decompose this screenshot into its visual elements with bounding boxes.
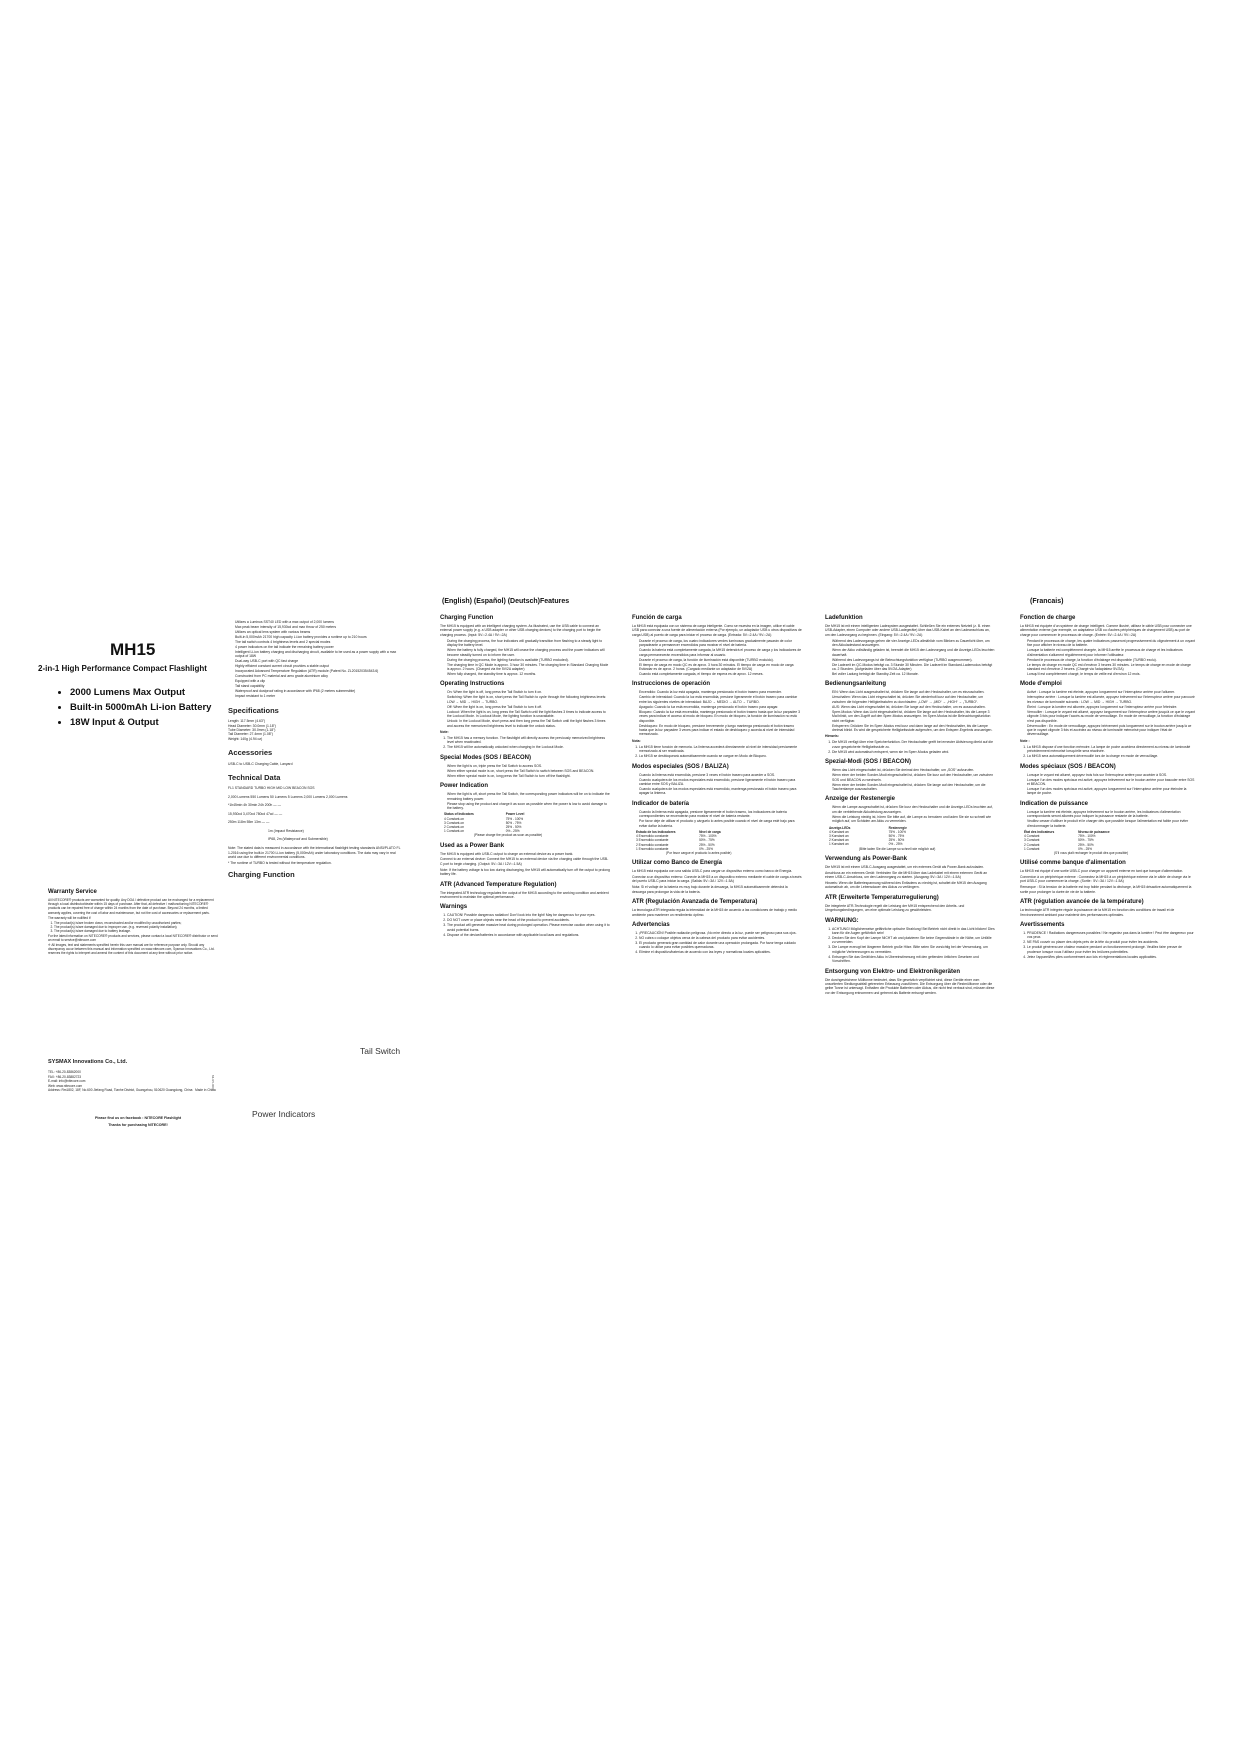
section-title: Modos especiales (SOS / BALIZA)	[632, 763, 729, 770]
feature-item: • Impact resistant to 1 meter	[235, 694, 403, 698]
section-title: Power Indication	[440, 783, 489, 790]
table-cell: 1 Encendido constante	[636, 846, 669, 851]
list-item: • Lorsque la lumière est éteinte, appuyez brièvement sur le bouton arrière, les indicateurs d'alimentation correspondants seront allumés pour indiquer la puissance restante de la batterie.	[1027, 810, 1195, 819]
table-cell: 0% - 25%	[1078, 846, 1092, 851]
list-item: • Cambio de intensidad: Cuando la luz está encendida, presione ligeramente el botón trasero para cambiar entre los siguientes niveles de intensidad: BAJO → MEDIO → ALTO → TURBO.	[639, 695, 802, 704]
section-title: Bedienungsanleitung	[825, 681, 887, 688]
list-item: • Cuando cualquiera de los modos especiales está encendido, presione ligeramente el botón trasero para cambiar entre SOS y BALIZA.	[639, 778, 802, 787]
cover-title: MH15	[110, 640, 156, 659]
table-cell: 3 Constant-on	[444, 820, 465, 825]
warranty-text: For the latest information on NITECORE® products and services, please contact a local NITECORE® distributor or send an email to service@nitecore.com	[48, 933, 218, 942]
accessories-text: USB-C to USB-C Charging Cable, Lanyard	[228, 761, 293, 766]
table-cell: 3 Constant	[1024, 838, 1040, 843]
list-item: • Off: When the light is on, long press the Tail Switch to turn it off.	[447, 705, 610, 709]
paragraph: Anschluss an ein externes Gerät: Verbinden Sie die MH15 über das Ladekabel mit einem externen Gerät an einem USB-C-Anschluss, um den Ladevorgang zu starten. (Ausgang: 5V⎓3A / 12V⎓1.5A)	[825, 870, 988, 880]
tech-row: 2,000 Lumens 550 Lumens 50 Lumens 5 Lumens 2,000 Lumens 2,000 Lumens	[228, 794, 348, 799]
spec-title: Specifications	[228, 705, 279, 715]
table-cell: 2 Constant-on	[444, 824, 465, 829]
table-cell: 2 Encendido constante	[636, 842, 669, 847]
table-cell: 25% - 50%	[1078, 842, 1094, 847]
list-item: 2. La MH15 sera automatiquement déverrouillé lors de la charge en mode de verrouillage.	[1027, 754, 1195, 758]
section-title: ATR (Erweiterte Temperaturregulierung)	[825, 894, 939, 901]
table-cell: 4 Encendido constante	[636, 834, 669, 839]
note-title: Hinweis:	[825, 734, 839, 739]
list-item: 1. La MH15 tiene función de memoria. La linterna accederá directamente al nivel de intensidad previamente memorizado al ser reactivada.	[639, 745, 802, 754]
spec-line: Head Diameter: 30.0mm (1.18")	[228, 723, 276, 728]
table-foot: (S'il vous plaît recharger le produit dès que possible)	[1054, 850, 1129, 855]
power-table	[1024, 830, 1134, 855]
table-foot: (Por favor cargue el producto lo antes posible)	[666, 850, 732, 855]
table-cell: 50% - 75%	[888, 833, 905, 838]
feature-item: • Constructed from PC material and aero grade aluminium alloy	[235, 674, 403, 678]
list-item: • Wenn die Leistung niedrig ist, hören Sie bitte auf, die Lampe zu benutzen und laden Sie sie so schnell wie möglich auf, um Schäden am Akku zu vermeiden.	[832, 815, 995, 824]
feature-item: • Max peak beam intensity of 15,930cd and max throw of 250 meters	[235, 625, 403, 629]
english-column	[440, 610, 610, 939]
facebook-note	[48, 1115, 228, 1129]
company-line: TEL: +86-20-83862000	[48, 1070, 81, 1075]
table-cell: 75% - 100%	[699, 834, 717, 839]
warranty-text: All NITECORE® products are warranted for quality. Any DOA / defective product can be exchanged for a replacement through a local distributor/dealer within 15 days of purchase. After that, all defective / malfunctioning NITECORE® products can be repaired free of charge within 24 months from the date of purchase. Beyond 24 months, a limited warranty applies, covering the cost of labor and maintenance, but not the cost of accessories or replacement parts.	[48, 898, 214, 915]
list-item: • Déverrouiller : En mode de verrouillage, appuyez brièvement puis longuement sur le bouton arrière jusqu'à ce que le voyant clignote 3 fois et accédez au niveau de luminosité mémorisé pour indiquer l'état de déverrouillage.	[1027, 724, 1195, 737]
list-item: • Éteint : Lorsque la lumière est allumée, appuyez longuement sur l'interrupteur arrière pour l'éteindre.	[1027, 705, 1195, 709]
power-table	[636, 830, 737, 855]
list-item: • When fully charged, the standby time is approx. 12 months.	[447, 672, 610, 676]
feature-list	[228, 620, 403, 699]
list-item: 1. PRUDENCE ! Radiations dangereuses possibles ! Ne regardez pas dans la lumière ! Peut être dangereux pour vos yeux.	[1027, 931, 1195, 940]
table-cell: 50% - 75%	[505, 820, 522, 825]
list-item: • Switching: When the light is on, short press the Tail Switch to cycle through the following brightness levels: LOW → MID → HIGH → TURBO.	[447, 695, 610, 704]
list-item: • Interrupteur arrière : Lorsque la lumière est allumée, appuyez brièvement sur l'interrupteur arrière pour parcourir les niveaux de luminosité suivants : LOW → MID → HIGH → TURBO.	[1027, 695, 1195, 704]
section-title: Special Modes (SOS / BEACON)	[440, 754, 532, 761]
tech-head: FL1 STANDARD TURBO HIGH MID LOW BEACON SOS	[228, 786, 315, 791]
warranty-item: 1. The product(s) is/are broken down, reconstructed and/or modified by unauthorized parties;	[54, 921, 218, 925]
list-item: • The charging time in QC Mode is approx. 3 hour 30 minutes. The charging time in Standard Charging Mode is approx. 2 hours. (Charged via the 5V/2A adapter)	[447, 663, 610, 672]
language-header: (Francais)	[1030, 598, 1064, 605]
paragraph: Remarque : Si la tension de la batterie est trop faible pendant la décharge, la MH15 désactive automatiquement la sortie pour prolonger la durée de vie de la batterie.	[1020, 885, 1192, 894]
section-title: Operating Instructions	[440, 681, 505, 688]
spec-line: Weight: 140g (4.94 oz)	[228, 736, 263, 741]
section-title: Fonction de charge	[1020, 615, 1076, 621]
table-foot: (Please charge the product as soon as possible)	[474, 833, 543, 838]
list-item: • Encendido: Cuando la luz está apagada, mantenga presionado el botón trasero para encender.	[639, 690, 802, 694]
feature-item: • Waterproof and dustproof rating in accordance with IP68 (2 meters submersible)	[235, 689, 403, 693]
section-title: Indicador de batería	[632, 800, 690, 807]
table-header: Nivel de carga	[699, 829, 721, 834]
section-title: WARNUNG:	[825, 917, 859, 924]
list-item: • Durante el proceso de carga, los cuatro indicadores verdes luminosos gradualmente pasarán de color parpadeante a permanecer encendidos para mostrar el nivel de batería.	[639, 639, 802, 648]
language-header: (English) (Español) (Deutsch)Features	[442, 598, 570, 605]
table-cell: 25% - 50%	[888, 838, 905, 843]
list-item: • Wenn die Lampe ausgeschaltet ist, drücken Sie kurz den Heckschalter und die Anzeige-LEDs leuchten auf, um die verbleibende Akkuleistung anzuzeigen.	[832, 805, 995, 814]
table-cell: 50% - 75%	[1078, 838, 1094, 843]
tech-row: IP68, 2m (Waterproof and Submersible)	[268, 836, 328, 841]
list-item: 2. Die MH15 wird automatisch entsperrt, wenn sie im Sperr-Modus geladen wird.	[832, 750, 995, 754]
spec-line: Tail Diameter: 27.4mm (1.08")	[228, 732, 273, 737]
warranty-text: The warranty will be nullified if	[48, 915, 91, 920]
feature-item: • 4 power indicators on the tail indicate the remaining battery power	[235, 645, 403, 649]
list-item: • Unlock: In the Lockout Mode, short press and then long press the Tail Switch until the light flashes 3 times and access the memorized brightness level to indicate the unlock status.	[447, 719, 610, 728]
list-item: • Cuando está completamente cargada, el tiempo de espera es de aprox. 12 meses.	[639, 672, 802, 676]
paragraph: Note: If the battery voltage is too low during discharging, the MH15 will automatically turn off the output to prolong battery life.	[440, 867, 610, 877]
table-cell: 1 Constant-on	[444, 829, 465, 834]
paragraph: Conectar a un dispositivo externo: Conecte la MH15 a un dispositivo externo mediante el cable de carga a través del puerto USB-C para iniciar la carga. (Salida: 5V⎓3A / 12V⎓1.5A)	[632, 875, 802, 884]
section-title: Función de carga	[632, 615, 682, 621]
doc-code: MH15-0000	[211, 1075, 215, 1091]
list-item: • Lockout: When the light is on, long press the Tail Switch until the light flashes 3 times to indicate access to the Lockout Mode. In Lockout Mode, the lighting function is unavailable.	[447, 710, 610, 719]
table-cell: 0% - 25%	[505, 829, 520, 834]
table-cell: 50% - 75%	[699, 838, 715, 843]
paragraph: Die MH15 ist mit einem intelligenten Ladesystem ausgestattet. Schließen Sie ein externes Netzteil (z. B. einen USB-Adapter, einen Computer oder andere USB-Ladegeräte) über das USB-Kabel an den Ladeanschluss an, um den Ladevorgang zu beginnen. (Eingang: 5V⎓2.4A / 9V⎓2A)	[825, 624, 991, 637]
paragraph: Connexion à un périphérique externe : Connectez la MH15 à un périphérique externe via le câble de charge via le port USB-C pour commencer la charge. (Sortie : 5V⎓3A / 12V⎓1.5A)	[1020, 875, 1191, 884]
power-table	[444, 812, 548, 837]
accessories-title: Accessories	[228, 748, 273, 758]
list-item: 1. The MH15 has a memory function. The flashlight will directly access the previously memorized brightness level when reactivated.	[447, 736, 610, 745]
list-item: • During the charging process, the lighting function is available (TURBO excluded).	[447, 658, 610, 662]
list-item: • Activé : Lorsque la lumière est éteinte, appuyez longuement sur l'interrupteur arrière pour l'allumer.	[1027, 690, 1195, 694]
table-cell: 75% - 100%	[505, 816, 524, 821]
list-item: • Lorsqu'il est complètement chargé, le temps de veille est d'environ 12 mois.	[1027, 672, 1195, 676]
list-item: • Wenn der Akku vollständig geladen ist, beendet die MH15 den Ladevorgang und die Anzeige-LEDs leuchten dauerhaft.	[832, 648, 995, 657]
list-item: 3. Die Lampe erzeugt bei längerem Betrieb große Hitze. Bitte seien Sie vorsichtig bei der Verwendung, um mögliche Verbrennungen zu vermeiden.	[832, 945, 995, 954]
table-header: Power Level	[505, 812, 525, 817]
list-item: • EIN: Wenn das Licht ausgeschaltet ist, drücken Sie lange auf den Heckschalter, um es einzuschalten.	[832, 690, 995, 694]
feature-item: • Incorporated Advanced Temperature Regulation (ATR) module (Patent No. ZL201520354543.6)	[235, 669, 403, 673]
spec-line: Length: 117.5mm (4.63")	[228, 719, 266, 724]
paragraph: La MH15 est équipé d'une sortie USB-C pour charger un appareil externe en tant que banque d'alimentation.	[1020, 869, 1184, 874]
list-item: • Desbloqueo: En modo de bloqueo, presione brevemente y luego mantenga presionado el botón trasero hasta que la luz parpadee 3 veces para indicar el estado de desbloqueo y acceda al nivel de intensidad memorizado.	[639, 724, 802, 737]
list-item: • Verrouiller : Lorsque le voyant est allumé, appuyez longuement sur l'interrupteur arrière jusqu'à ce que le voyant clignote 3 fois pour indiquer l'accès au mode de verrouillage. En mode de verrouillage, la fonction d'éclairage n'est pas disponible.	[1027, 710, 1195, 723]
list-item: 2. La MH15 se desbloqueará automáticamente cuando se cargue en Modo de Bloqueo.	[639, 754, 802, 758]
list-item: • Cuando la linterna está apagada, presione ligeramente el botón trasero, los indicadores de batería correspondientes se encenderán para mostrar el nivel de batería restante.	[639, 810, 802, 819]
section-title: Advertencias	[632, 922, 670, 928]
list-item: • Umschalten: Wenn das Licht eingeschaltet ist, drücken Sie wiederholt kurz auf den Heckschalter, um zwischen die folgenden Helligkeitsstufen zu durchlaufen: „LOW“ → „MID“ → „HIGH“ → „TURBO“.	[832, 695, 995, 704]
section-title: Verwendung als Power-Bank	[825, 855, 908, 862]
list-item: 2. NE PAS couvrir ou placer des objets près de la tête du produit pour éviter les accidents.	[1027, 940, 1195, 944]
list-item: • Pendant le processus de charge, la fonction d'éclairage est disponible (TURBO exclu).	[1027, 658, 1195, 662]
paragraph: The integrated ATR technology regulates the output of the MH15 according to the working condition and ambient environment to maintain the optimal performance.	[440, 890, 609, 899]
company-address: Address: Rm1802, 18F, No.600 Jiefang Road, Tianhe District, Guangzhou, 510620 Guangdong, China	[48, 1088, 193, 1093]
tech-note: Note: The stated data is measured in accordance with the international flashlight testing standards ANSI/PLATO FL 1-2016 using the built-in 21700 Li-ion battery (5,000mAh) under laboratory conditions. The data may vary in real world use due to different environmental conditions.	[228, 846, 401, 860]
list-item: • Bei voller Ladung beträgt die Standby-Zeit ca. 12 Monate.	[832, 672, 995, 676]
company-line	[48, 1088, 228, 1092]
list-item: • Während des Ladevorgangs gehen die vier Anzeige-LEDs allmählich vom Blinken zu Dauerlicht über, um den Akkuladestand anzuzeigen.	[832, 639, 995, 648]
list-item: • Wenn einer der beiden Sonder-Modi eingeschaltet ist, drücken Sie lange auf den Heckschalter, um die Taschenlampe auszuschalten.	[832, 783, 995, 792]
section-title: Entsorgung von Elektro- und Elektronikgeräten	[825, 968, 961, 975]
note-title: Nota:	[632, 738, 641, 743]
feature-item: • Tail stand capability	[235, 684, 403, 688]
list-item: • Lorsque l'un des modes spéciaux est activé, appuyez brièvement sur le bouton arrière pour basculer entre SOS et BEACON.	[1027, 778, 1195, 787]
paragraph: Die durchgestrichene Mülltonne bedeutet, dass Sie gesetzlich verpflichtet sind, diese Geräte einer vom unsortierten Siedlungsabfall getrennten Erfassung zuzuführen. Die Entsorgung über die Restmülltonne oder die gelbe Tonne ist untersagt. Enthalten die Produkte Batterien oder Akkus, die nicht fest verbaut sind, müssen diese vor der Entsorgung entnommen und getrennt als Batterie entsorgt werden.	[825, 977, 995, 995]
list-item: 2. The MH15 will be automatically unlocked when charging in the Lockout Mode.	[447, 745, 610, 749]
cover-feature: • 2000 Lumens Max Output	[70, 685, 211, 700]
list-item: • Veuillez cesser d'utiliser le produit et le charger dès que possible lorsque l'alimentation est faible pour éviter d'endommager la batterie.	[1027, 819, 1195, 828]
spec-line: Tube Diameter: 30.0mm (1.18")	[228, 728, 276, 733]
list-item: • Please stop using the product and charge it as soon as possible when the power is low to avoid damage to the battery.	[447, 802, 610, 811]
section-title: ATR (Advanced Temperature Regulation)	[440, 881, 557, 888]
note-title: Note:	[440, 729, 449, 734]
list-item: • Während des Ladevorgangs ist die Beleuchtungsfunktion verfügbar (TURBO ausgenommen).	[832, 658, 995, 662]
german-column	[825, 610, 995, 997]
table-cell: 75% - 100%	[888, 829, 907, 834]
table-cell: 25% - 50%	[699, 842, 715, 847]
warranty-item: 3. The product(s) is/are damaged due to battery leakage.	[54, 929, 218, 933]
french-column	[1020, 610, 1195, 961]
section-title: Spezial-Modi (SOS / BEACON)	[825, 759, 912, 766]
table-cell: 1 Constant	[1024, 846, 1040, 851]
list-item: • Wenn das Licht eingeschaltet ist, drücken Sie dreimal den Heckschalter, um „SOS“ aufzurufen.	[832, 768, 995, 772]
tech-row: 250m 118m 55m 13m — —	[228, 820, 270, 825]
warranty-text: ※ All images, text and statements specified herein this user manual are for reference purpose only. Should any discrepancy occur between this manual and information specified on www.nitecore.com, Sysmax Innovations Co., Ltd. reserves the rights to interpret and amend the content of this document at any time without prior notice.	[48, 943, 215, 956]
paragraph: Die integrierte ATR-Technologie regelt die Leistung der MH15 entsprechend den Arbeits- und Umgebungsbedingungen, um eine optimale Leistung zu gewährleisten.	[825, 903, 965, 913]
list-item: 2. NO cubra o coloque objetos cerca de la cabeza del producto para evitar accidentes.	[639, 936, 802, 940]
section-title: Modes spéciaux (SOS / BEACON)	[1020, 763, 1116, 770]
list-item: • Pendant le processus de charge, les quatre indicateurs passeront progressivement du clignotement à un voyant fixe pour afficher le niveau de la batterie.	[1027, 639, 1195, 648]
section-title: Charging Function	[440, 615, 494, 621]
list-item: • Cuando la batería está completamente cargada, la MH15 detendrá el proceso de carga y los indicadores de carga permanecerán encendidos para informar al usuario.	[639, 648, 802, 657]
list-item: • Bloqueo: Cuando la luz está encendida, mantenga presionado el botón trasero hasta que la luz parpadee 3 veces para indicar el acceso al modo de bloqueo. En modo de bloqueo, la función de iluminación no está disponible.	[639, 710, 802, 723]
table-header: Restenergie	[888, 825, 907, 830]
list-item: • Die Ladezeit im QC-Modus beträgt ca. 3 Stunde 30 Minuten. Die Ladezeit im Standard-Lademodus beträgt ca. 2 Stunden. (Aufgeladen über das 5V/2A-Adapter)	[832, 663, 995, 672]
warranty-item: 2. The product(s) is/are damaged due to improper use. (e.g. reversed polarity installation);	[54, 925, 218, 929]
list-item: • Sperr-Modus: Wenn das Licht eingeschaltet ist, drücken Sie lange auf den Heckschalter, bis die Lampe 3 Mal blinkt, um den Zugriff auf den Sperr-Modus anzuzeigen. Im Sperr-Modus ist die Beleuchtungsfunktion nicht verfügbar.	[832, 710, 995, 723]
company-line: E-mail: info@nitecore.com	[48, 1079, 86, 1084]
section-title: Anzeige der Restenergie	[825, 796, 896, 803]
thanks-line: Thanks for purchasing NITECORE!	[108, 1123, 168, 1127]
section-title: Utilisé comme banque d'alimentation	[1020, 860, 1126, 867]
list-item: 4. Entsorgen Sie das Gerät/den Akku in Übereinstimmung mit den geltenden örtlichen Gesetzen und Vorschriften.	[832, 955, 995, 964]
list-item: 3. El producto generará gran cantidad de calor durante una operación prolongada. Por favor tenga cuidado cuando lo utilice para evitar posibles quemaduras.	[639, 941, 802, 950]
cover-feature: • 18W Input & Output	[70, 715, 211, 730]
features-column	[228, 620, 403, 884]
list-item: • Cuando la linterna está encendida, presione 3 veces el botón trasero para acceder a SOS.	[639, 773, 802, 777]
table-cell: 75% - 100%	[1078, 834, 1096, 839]
list-item: 4. Dispose of the device/batteries in accordance with applicable local laws and regulations.	[447, 933, 610, 937]
feature-item: • Built-in 5,000mAh 21700 high capacity Li-ion battery provides a runtime up to 210 hours	[235, 635, 403, 639]
power-indicators-label: Power Indicators	[252, 1109, 316, 1119]
table-header: Estado de los indicadores	[636, 829, 676, 834]
section-title: Used as a Power Bank	[440, 842, 505, 849]
table-cell: 4 Constant-on	[444, 816, 465, 821]
table-cell: 1 Konstant an	[829, 842, 849, 847]
list-item: • Lorsque la batterie est complètement chargée, la MH15 arrête le processus de charge et les indicateurs d'alimentation s'allument régulièrement pour informer l'utilisateur.	[1027, 648, 1195, 657]
feature-item: • Utilizes an optical lens system with various beams	[235, 630, 403, 634]
list-item: 1. ¡PRECAUCIÓN! Posible radiación peligrosa. ¡No mire directo a la luz, puede ser peligroso para sus ojos.	[639, 931, 802, 935]
list-item: • When the light is off, short press the Tail Switch, the corresponding power indicators will be on to indicate the remaining battery power.	[447, 792, 610, 801]
list-item: • On: When the light is off, long press the Tail Switch to turn it on.	[447, 690, 610, 694]
note-title: Note :	[1020, 738, 1030, 743]
power-table	[829, 826, 941, 851]
paragraph: La technologie ATR intégrée régule la puissance de la MH15 en fonction des conditions de travail et de l'environnement ambiant pour maintenir des performances optimales.	[1020, 908, 1175, 917]
table-cell: 4 Konstant an	[829, 829, 849, 834]
list-item: • Le temps de charge en mode QC est d'environ 3 heures 30 minutes. Le temps de charge en mode de charge standard est d'environ 2 heures. (Chargé via l'adaptateur 5V/2A)	[1027, 663, 1195, 672]
section-title: Instrucciones de operación	[632, 681, 711, 688]
feature-item: • Intelligent Li-ion battery charging and discharging circuit, available to be used as a power supply with a max output of 18W	[235, 650, 403, 659]
tech-data-title: Technical Data	[228, 773, 281, 783]
section-title: Utilizar como Banco de Energía	[632, 860, 723, 867]
table-cell: 0% - 25%	[699, 846, 713, 851]
company-name: SYSMAX Innovations Co., Ltd.	[48, 1059, 128, 1065]
paragraph: Connect to an external device: Connect the MH15 to an external device via the charging cable through the USB-C port to begin charging. (Output: 5V⎓3A / 12V⎓1.5A)	[440, 857, 609, 866]
paragraph: La MH15 está equipada con un sistema de carga inteligente. Como se muestra en la imagen, utilice el cable USB para conectar a una fuente de alimentación externa (Por ejemplo, un adaptador USB u otros dispositivos de carga USB) al puerto de carga para iniciar el proceso de carga. (Entrada: 5V⎓2.4A / 9V⎓2A)	[632, 624, 802, 637]
list-item: • Entsperren: Drücken Sie im Sperr-Modus erst kurz und dann lange auf den Heckschalter, bis die Lampe dreimal blinkt. Es wird die gespeicherte Helligkeitsstufe aufgerufen, um den Entsperr-Ergebnis anzuzeigen.	[832, 724, 995, 733]
paragraph: The MH15 is equipped with an intelligent charging system. As illustrated, use the USB cable to connect an external power supply (e.g. a USB adapter or other USB charging devices) to the charging port to begin the charging process. (Input: 5V⎓2.4A / 9V⎓2A)	[440, 624, 601, 637]
facebook-line: Please find us on facebook : NITECORE Flashlight	[94, 1116, 182, 1120]
section-title: Mode d'emploi	[1020, 681, 1062, 688]
paragraph: La tecnología ATR integrada regula la intensidad de la MH15 de acuerdo a las condiciones de trabajo y medio ambiente para mantener un rendimiento óptimo.	[632, 908, 798, 917]
list-item: 2. DO NOT cover or place objects near the head of the product to prevent accidents.	[447, 918, 610, 922]
feature-item: • The tail switch controls 4 brightness levels and 2 special modes	[235, 640, 403, 644]
section-title: ATR (Regulación Avanzada de Temperatura)	[632, 899, 758, 906]
list-item: • During the charging process, the four indicators will gradually transition from flashing to a steady light to display the battery level.	[447, 639, 610, 648]
list-item: • Por favor deje de utilizar el producto y cárguelo lo antes posible cuando el nivel de carga esté bajo para evitar dañar la batería.	[639, 819, 802, 828]
section-title: Warnings	[440, 904, 468, 911]
paragraph: La MH15 est équipée d'un système de charge intelligent. Comme illustré, utilisez le câble USB pour connecter une alimentation externe (par exemple, un adaptateur USB ou d'autres périphériques de chargement USB) au port de charge pour commencer le processus de charge. (Entrée: 5V⎓2.4A / 9V⎓2A)	[1020, 624, 1192, 637]
feature-item: • Equipped with a clip	[235, 679, 403, 683]
list-item: • Wenn einer der beiden Sonder-Modi eingeschaltet ist, drücken Sie kurz auf den Heckschalter, um zwischen SOS und BEACON zu wechseln.	[832, 773, 995, 782]
tech-row: 1m (Impact Resistance)	[268, 828, 304, 833]
charging-title: Charging Function	[228, 870, 295, 880]
table-cell: 0% - 25%	[888, 842, 903, 847]
list-item: • Apagado: Cuando la luz está encendida, mantenga presionado el botón trasero para apagar.	[639, 705, 802, 709]
paragraph: The MH15 is equipped with USB-C output to charge an external device as a power bank.	[440, 851, 574, 856]
table-header: Niveau de puissance	[1078, 829, 1110, 834]
cover-subtitle: 2-in-1 High Performance Compact Flashlight	[38, 664, 207, 673]
table-header: Anzeige-LEDs	[829, 825, 851, 830]
table-cell: 3 Encendido constante	[636, 838, 669, 843]
section-title: Ladefunktion	[825, 615, 863, 621]
list-item: • Durante el proceso de carga, la función de iluminación está disponible (TURBO excluido).	[639, 658, 802, 662]
list-item: • When either special mode is on, short press the Tail Switch to switch between SOS and BEACON.	[447, 769, 610, 773]
list-item: • When the light is on, triple press the Tail Switch to access SOS.	[447, 764, 610, 768]
list-item: 1. ACHTUNG! Möglicherweise gefährliche optische Strahlung! Bei Betrieb nicht direkt in das Licht blicken! Dies kann für die Augen gefährlich sein!	[832, 927, 995, 936]
list-item: • Lorsque l'un des modes spéciaux est activé, appuyez longuement sur l'interrupteur arrière pour éteindre la lampe de poche.	[1027, 787, 1195, 796]
list-item: • El tiempo de carga en modo QC es de aprox. 3 hora 30 minutos. El tiempo de carga en modo de carga Estándar es de aprox. 2 horas. (Cargado mediante un adaptador de 5V/2A)	[639, 663, 802, 672]
tail-switch-label: Tail Switch	[360, 1046, 401, 1056]
warranty-title: Warranty Service	[48, 889, 97, 895]
list-item: 1. CAUTION! Possible dangerous radiation! Don't look into the light! May be dangerous for your eyes.	[447, 913, 610, 917]
table-cell: 4 Constant	[1024, 834, 1040, 839]
list-item: • When either special mode is on, long press the Tail Switch to turn off the flashlight.	[447, 774, 610, 778]
tech-row: *1h45min 4h 30min 24h 200h — —	[228, 803, 281, 808]
table-header: Status of Indicators	[444, 812, 474, 817]
feature-item: • Utilizes a Luminus SST40 LED with a max output of 2,000 lumens	[235, 620, 403, 624]
section-title: ATR (régulation avancée de la température)	[1020, 899, 1144, 906]
warranty-section	[48, 884, 218, 957]
table-header: État des indicateurs	[1024, 829, 1055, 834]
list-item: 3. The product will generate massive heat during prolonged operation. Please exercise caution when using it to avoid potential burns.	[447, 923, 610, 932]
spanish-column	[632, 610, 802, 957]
list-item: • Lorsque le voyant est allumé, appuyez trois fois sur l'interrupteur arrière pour accéder à SOS.	[1027, 773, 1195, 777]
list-item: 4. Elimine el dispositivo/baterías de acuerdo con las leyes y normativas locales aplicables.	[639, 950, 802, 954]
list-item: 2. Decken Sie den Kopf der Lampe NICHT ab und platzieren Sie keine Gegenstände in die Nähe, um Unfälle zu vermeiden.	[832, 936, 995, 945]
paragraph: Nota: Si el voltaje de la batería es muy bajo durante la descarga, la MH15 automáticamente detendrá la descarga para prolongar la vida de la batería.	[632, 885, 788, 894]
company-line: FAX: +86-20-83882723	[48, 1074, 82, 1079]
table-foot: (Bitte laden Sie die Lampe so schnell wie möglich auf)	[859, 846, 936, 851]
cover-feature: • Built-in 5000mAh Li-ion Battery	[70, 700, 211, 715]
list-item: 3. Le produit générera une chaleur massive pendant un fonctionnement prolongé. Veuillez faire preuve de prudence lorsque vous l'utilisez pour éviter les brûlures potentielles.	[1027, 945, 1195, 954]
section-title: Indication de puissance	[1020, 800, 1089, 807]
list-item: 1. Die MH15 verfügt über eine Speicherfunktion. Der Heckschalter greift bei erneuter Aktivierung direkt auf die zuvor gespeicherte Helligkeitsstufe zu.	[832, 740, 995, 749]
list-item: • Cuando cualquiera de los modos especiales está encendido, mantenga presionado el botón trasero para apagar la linterna.	[639, 787, 802, 796]
paragraph: La MH15 está equipada con una salida USB-C para cargar un dispositivo externo como banco de Energía.	[632, 869, 793, 874]
list-item: • When the battery is fully charged, the MH15 will cease the charging process and the power indicators will become steadily turned on to inform the user.	[447, 648, 610, 657]
tech-note: * The runtime of TURBO is tested without the temperature regulation.	[228, 861, 332, 866]
paragraph: Die MH15 ist mit einem USB-C-Ausgang ausgestattet, um ein externes Gerät als Power-Bank aufzuladen.	[825, 864, 985, 869]
tech-row: 15,930cd 3,470cd 780cd 47cd — —	[228, 811, 283, 816]
made-in: Made in China	[195, 1088, 216, 1093]
table-cell: 3 Konstant an	[829, 833, 849, 838]
list-item: 1. La MH15 dispose d'une fonction mémoire. La lampe de poche accédera directement au niveau de luminosité précédemment mémorisé lorsqu'elle sera réactivée.	[1027, 745, 1195, 754]
company-line: Web: www.nitecore.com	[48, 1083, 83, 1088]
paragraph: Hinweis: Wenn die Batteriespannung während des Entladens zu niedrig ist, schaltet die MH15 den Ausgang automatisch ab, um die Lebensdauer des Akkus zu verlängern.	[825, 880, 987, 890]
table-cell: 2 Constant	[1024, 842, 1040, 847]
company-info	[48, 1060, 228, 1092]
table-cell: 25% - 50%	[505, 824, 522, 829]
cover-feature-list	[60, 685, 211, 730]
list-item: 4. Jetez l'appareil/les piles conformément aux lois et réglementations locales applicables.	[1027, 955, 1195, 959]
table-cell: 2 Konstant an	[829, 838, 849, 843]
feature-item: • Highly efficient constant current circuit provides a stable output	[235, 664, 403, 668]
section-title: Avertissements	[1020, 922, 1065, 928]
list-item: • AUS: Wenn das Licht eingeschaltet ist, drücken Sie lange auf den Heckschalter, um es auszuschalten.	[832, 705, 995, 709]
feature-item: • Dual-way USB-C port with QC fast charge	[235, 659, 403, 663]
